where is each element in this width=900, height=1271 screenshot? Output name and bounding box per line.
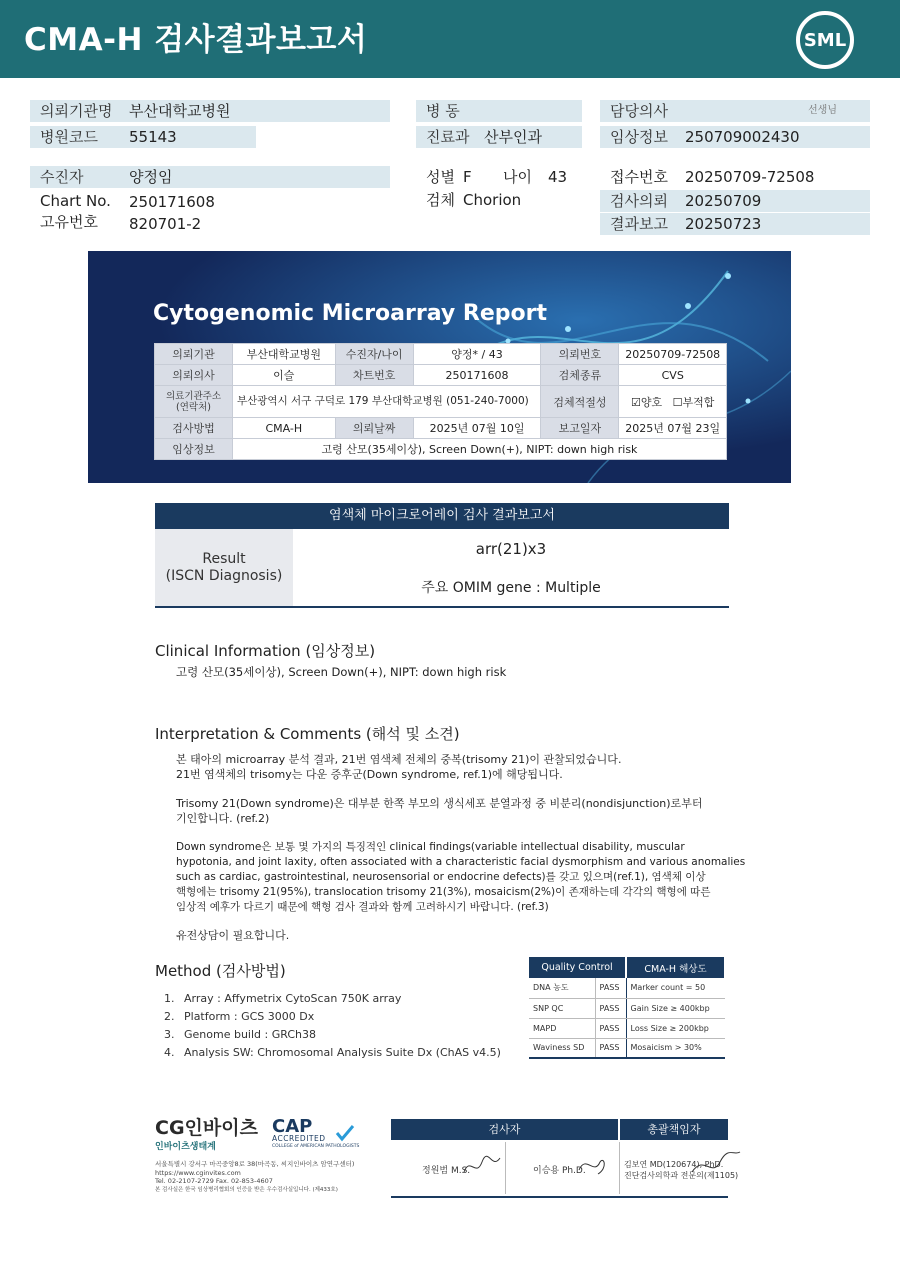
text-line: 21번 염색체의 trisomy는 다운 증후군(Down syndrome, ref.1)에 해당됩니다. bbox=[176, 768, 563, 781]
banner-row-3 bbox=[155, 386, 727, 418]
cell: CMA-H bbox=[233, 418, 336, 439]
age-label: 나이 bbox=[503, 168, 532, 186]
table-row bbox=[529, 1038, 725, 1058]
cell: 차트번호 bbox=[335, 365, 413, 386]
tester-heading: 검사자 bbox=[391, 1119, 618, 1140]
director-heading: 총괄책임자 bbox=[620, 1119, 728, 1140]
address-value: 부산광역시 서구 구덕로 179 부산대학교병원 (051-240-7000) bbox=[233, 386, 541, 418]
address-line: https://www.cginvites.com bbox=[155, 1168, 241, 1177]
report-date-value: 20250723 bbox=[685, 215, 762, 233]
clinical-value: 고령 산모(35세이상), Screen Down(+), NIPT: down high risk bbox=[233, 439, 727, 460]
cell: PASS bbox=[595, 1018, 626, 1038]
specimen-value: Chorion bbox=[463, 191, 522, 209]
cell: 검사방법 bbox=[155, 418, 233, 439]
cell: DNA 농도 bbox=[529, 978, 595, 998]
request-value: 20250709 bbox=[685, 192, 762, 210]
cell: SNP QC bbox=[529, 998, 595, 1018]
age-value: 43 bbox=[548, 168, 568, 186]
request-label: 검사의뢰 bbox=[610, 192, 668, 210]
item-text: Array : Affymetrix CytoScan 750K array bbox=[184, 992, 402, 1005]
sml-logo-text: SML bbox=[803, 30, 847, 51]
cell: 250171608 bbox=[413, 365, 541, 386]
clinical-title: Clinical Information (임상정보) bbox=[155, 642, 376, 660]
company-sub: 인바이츠생태계 bbox=[155, 1142, 216, 1152]
qc-header-1: Quality Control bbox=[529, 957, 626, 978]
patient-name: 양정임 bbox=[129, 168, 173, 186]
hospital-code-label: 병원코드 bbox=[40, 128, 98, 146]
tester-2-name: 이승용 Ph.D. bbox=[533, 1166, 586, 1176]
iscn-label: (ISCN Diagnosis) bbox=[165, 568, 283, 584]
item-text: Analysis SW: Chromosomal Analysis Suite Dx (ChAS v4.5) bbox=[184, 1046, 501, 1059]
list-item bbox=[164, 990, 501, 1008]
item-text: Platform : GCS 3000 Dx bbox=[184, 1010, 315, 1023]
doctor-suffix: 선생님 bbox=[808, 105, 837, 116]
cell: 의뢰번호 bbox=[541, 344, 619, 365]
item-number: 4. bbox=[164, 1046, 175, 1059]
cell: 부산대학교병원 bbox=[233, 344, 336, 365]
item-number: 2. bbox=[164, 1010, 175, 1023]
cell: 2025년 07월 10일 bbox=[413, 418, 541, 439]
unique-value: 820701-2 bbox=[129, 215, 202, 233]
cell: 2025년 07월 23일 bbox=[619, 418, 727, 439]
clinical-no-label: 임상정보 bbox=[610, 128, 668, 146]
result-label: Result bbox=[202, 551, 246, 567]
list-item bbox=[164, 1026, 501, 1044]
item-number: 1. bbox=[164, 992, 175, 1005]
department-value: 산부인과 bbox=[484, 128, 542, 146]
result-label-box bbox=[155, 529, 293, 607]
text-line: 임상적 예후가 다르기 때문에 핵형 검사 결과와 함께 고려하시기 바랍니다. (ref.3) bbox=[176, 901, 549, 913]
cell: Mosaicism > 30% bbox=[626, 1038, 725, 1058]
text-line: hypotonia, and joint laxity, often associated with a characteristic facial dysmorphism and various anomalies bbox=[176, 856, 746, 868]
banner-row-1 bbox=[155, 344, 727, 365]
ward-label: 병 동 bbox=[426, 102, 460, 120]
suitability-cell bbox=[619, 386, 727, 418]
address-line: 서울특별시 강서구 마곡중앙8로 38(마곡동, 씨지인바이츠 암연구센터) bbox=[155, 1160, 355, 1168]
cell: PASS bbox=[595, 1038, 626, 1058]
cell: CVS bbox=[619, 365, 727, 386]
omim-gene: 주요 OMIM gene : Multiple bbox=[421, 580, 601, 596]
text-line: such as cardiac, gastrointestinal, neurosensorial or endocrine defects)를 갖고 있으며(ref.1), 염색체 이상 bbox=[176, 871, 706, 883]
director-title: 진단검사의학과 전문의(제1105) bbox=[624, 1171, 739, 1180]
cell: 양정* / 43 bbox=[413, 344, 541, 365]
sex-value: F bbox=[463, 168, 472, 186]
text-line: Trisomy 21(Down syndrome)은 대부분 한쪽 부모의 생식세포 분열과정 중 비분리(nondisjunction)로부터 bbox=[176, 797, 703, 810]
suitability-label: 검체적절성 bbox=[541, 386, 619, 418]
address-line: Tel. 02-2107-2729 Fax. 02-853-4607 bbox=[155, 1177, 273, 1185]
unsuitable-checkbox: ☐부적합 bbox=[672, 395, 715, 409]
department-label: 진료과 bbox=[426, 128, 470, 146]
sex-label: 성별 bbox=[426, 168, 455, 186]
interpretation-p1 bbox=[176, 752, 736, 782]
cell: 의뢰의사 bbox=[155, 365, 233, 386]
tester-1-name: 정원범 M.S. bbox=[422, 1166, 471, 1176]
text-line: 본 태아의 microarray 분석 결과, 21번 염색체 전체의 중복(trisomy 21)이 관찰되었습니다. bbox=[176, 753, 622, 766]
cell: PASS bbox=[595, 998, 626, 1018]
method-title: Method (검사방법) bbox=[155, 962, 286, 980]
table-row bbox=[529, 978, 725, 998]
qc-header-2: CMA-H 해상도 bbox=[626, 957, 725, 978]
cell: 수진자/나이 bbox=[335, 344, 413, 365]
report-title: CMA-H 검사결과보고서 bbox=[24, 22, 368, 58]
result-heading: 염색체 마이크로어레이 검사 결과보고서 bbox=[155, 503, 729, 529]
patient-label: 수진자 bbox=[40, 168, 84, 186]
address-label: 의료기관주소 (연락처) bbox=[155, 386, 233, 418]
sml-logo bbox=[796, 11, 854, 69]
clinical-text: 고령 산모(35세이상), Screen Down(+), NIPT: down high risk bbox=[176, 665, 507, 679]
director-name: 김보연 MD(120674), PhD. bbox=[624, 1160, 724, 1169]
interpretation-title: Interpretation & Comments (해석 및 소견) bbox=[155, 725, 460, 743]
cell: 보고일자 bbox=[541, 418, 619, 439]
institution-value: 부산대학교병원 bbox=[129, 102, 231, 120]
clinical-label: 임상정보 bbox=[155, 439, 233, 460]
report-header bbox=[0, 0, 900, 78]
cell: Gain Size ≥ 400kbp bbox=[626, 998, 725, 1018]
table-row bbox=[529, 998, 725, 1018]
cell: 의뢰날짜 bbox=[335, 418, 413, 439]
cell: Loss Size ≥ 200kbp bbox=[626, 1018, 725, 1038]
company-address bbox=[155, 1160, 354, 1194]
cell: 검체종류 bbox=[541, 365, 619, 386]
cell: PASS bbox=[595, 978, 626, 998]
cap-accredited: ACCREDITED bbox=[272, 1134, 326, 1143]
suitable-checkbox: ☑양호 bbox=[631, 395, 663, 409]
qc-header bbox=[529, 957, 725, 978]
banner-row-5 bbox=[155, 439, 727, 460]
clinical-no-value: 250709002430 bbox=[685, 128, 800, 146]
interpretation-p2 bbox=[176, 796, 736, 826]
cap-check-icon bbox=[335, 1124, 355, 1142]
receipt-value: 20250709-72508 bbox=[685, 168, 815, 186]
method-list bbox=[164, 990, 501, 1062]
doctor-label: 담당의사 bbox=[610, 102, 668, 120]
cell: 20250709-72508 bbox=[619, 344, 727, 365]
interpretation-p4: 유전상담이 필요합니다. bbox=[176, 929, 290, 942]
qc-table bbox=[529, 957, 726, 1059]
banner-row-2 bbox=[155, 365, 727, 386]
sig-divider bbox=[505, 1142, 506, 1194]
tester-1-signature-icon bbox=[462, 1152, 502, 1180]
text-line: Down syndrome은 보통 몇 가지의 특징적인 clinical findings(variable intellectual disability, muscular bbox=[176, 841, 685, 853]
text-line: 기인합니다. (ref.2) bbox=[176, 812, 270, 825]
cell: MAPD bbox=[529, 1018, 595, 1038]
banner-row-4 bbox=[155, 418, 727, 439]
iscn-result: arr(21)x3 bbox=[475, 540, 547, 558]
interpretation-p3 bbox=[176, 840, 746, 915]
specimen-label: 검체 bbox=[426, 191, 455, 209]
patient-row bbox=[30, 166, 390, 188]
director-signature-icon bbox=[690, 1150, 742, 1180]
address-line: 본 검사실은 한국 임상병리협회의 인증을 받은 우수검사실입니다. (제433호) bbox=[155, 1186, 338, 1193]
report-banner bbox=[88, 251, 791, 483]
sig-divider bbox=[619, 1142, 620, 1194]
banner-title: Cytogenomic Microarray Report bbox=[153, 301, 547, 326]
table-row bbox=[529, 1018, 725, 1038]
cell: 이슬 bbox=[233, 365, 336, 386]
institution-label: 의뢰기관명 bbox=[40, 102, 113, 120]
list-item bbox=[164, 1008, 501, 1026]
hospital-code-value: 55143 bbox=[129, 128, 177, 146]
unique-label: 고유번호 bbox=[40, 213, 98, 231]
chart-value: 250171608 bbox=[129, 193, 215, 211]
receipt-label: 접수번호 bbox=[610, 168, 668, 186]
company-logo: CG인바이츠 bbox=[155, 1117, 258, 1139]
ward-row bbox=[416, 100, 582, 122]
chart-label: Chart No. bbox=[40, 192, 111, 210]
cell: 의뢰기관 bbox=[155, 344, 233, 365]
tester-2-signature-icon bbox=[576, 1152, 610, 1180]
item-text: Genome build : GRCh38 bbox=[184, 1028, 316, 1041]
signature-bottom-line bbox=[391, 1196, 728, 1198]
cell: Waviness SD bbox=[529, 1038, 595, 1058]
banner-info-table bbox=[154, 343, 727, 460]
cap-logo: CAP bbox=[272, 1116, 313, 1137]
result-divider bbox=[155, 606, 729, 608]
item-number: 3. bbox=[164, 1028, 175, 1041]
cap-college: COLLEGE of AMERICAN PATHOLOGISTS bbox=[272, 1144, 360, 1149]
list-item bbox=[164, 1044, 501, 1062]
cell: Marker count = 50 bbox=[626, 978, 725, 998]
report-date-label: 결과보고 bbox=[610, 215, 668, 233]
text-line: 핵형에는 trisomy 21(95%), translocation trisomy 21(3%), mosaicism(2%)이 존재하는데 각각의 핵형에 따른 bbox=[176, 886, 711, 898]
